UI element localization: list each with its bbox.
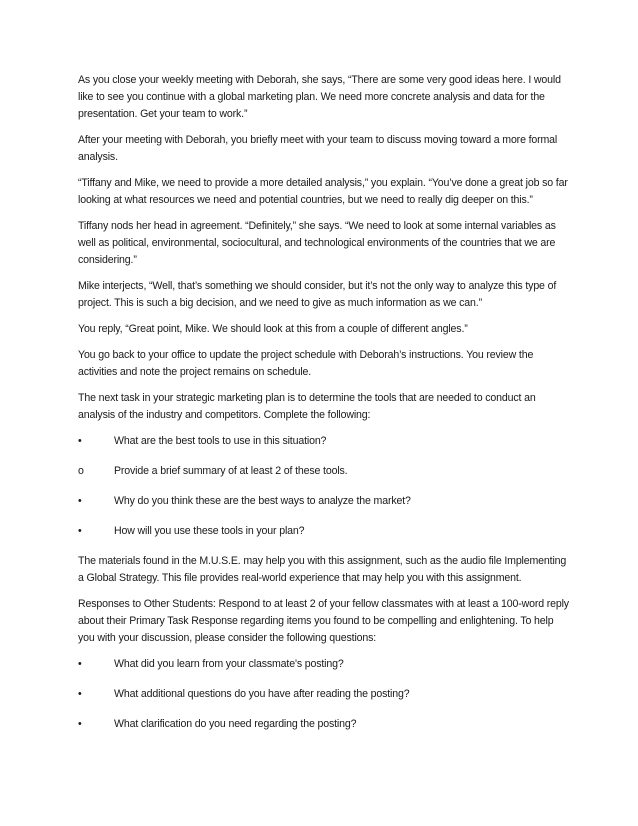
bullet-mark: • bbox=[78, 718, 82, 730]
paragraph-deborah-meeting: As you close your weekly meeting with Deborah, she says, “There are some very good ideas here. I would like to see you continue with a global marketing plan. We need more concrete analysis and data for the presentation. Get your team to work.” bbox=[78, 74, 561, 120]
bullet-text: What are the best tools to use in this situation? bbox=[114, 435, 327, 447]
bullet-text: What clarification do you need regarding the posting? bbox=[114, 718, 357, 730]
list-item bbox=[78, 463, 572, 480]
bullet-mark: • bbox=[78, 688, 82, 700]
paragraph-responses: Responses to Other Students: Respond to at least 2 of your fellow classmates with at least a 100-word reply about their Primary Task Response regarding items you found to be compelling and enlightening. To help you with your discussion, please consider the following questions: bbox=[78, 598, 569, 644]
bullet-text: Why do you think these are the best ways to analyze the market? bbox=[114, 495, 411, 507]
list-item bbox=[78, 716, 572, 733]
paragraph-mike-interjects: Mike interjects, “Well, that’s something we should consider, but it’s not the only way to analyze this type of project. This is such a big decision, and we need to give as much information as we can.” bbox=[78, 280, 557, 309]
bullet-text: What additional questions do you have after reading the posting? bbox=[114, 688, 410, 700]
bullet-mark: • bbox=[78, 495, 82, 507]
bullet-mark: • bbox=[78, 525, 82, 537]
paragraph-muse-materials: The materials found in the M.U.S.E. may help you with this assignment, such as the audio file Implementing a Global Strategy. This file provides real-world experience that may help you with this assignment. bbox=[78, 555, 567, 584]
bullet-mark: o bbox=[78, 465, 84, 477]
bullet-text: What did you learn from your classmate's posting? bbox=[114, 658, 344, 670]
paragraph-tiffany-mike: “Tiffany and Mike, we need to provide a more detailed analysis,” you explain. “You’ve done a great job so far looking at what resources we need and potential countries, but we need to really dig deeper on this.” bbox=[78, 177, 568, 206]
list-item bbox=[78, 523, 572, 540]
bullet-mark: • bbox=[78, 435, 82, 447]
response-bullet-list bbox=[78, 656, 572, 733]
paragraph-you-reply: You reply, “Great point, Mike. We should look at this from a couple of different angles.” bbox=[78, 323, 468, 335]
document-page bbox=[78, 72, 572, 746]
list-item bbox=[78, 493, 572, 510]
list-item bbox=[78, 656, 572, 673]
paragraph-update-schedule: You go back to your office to update the project schedule with Deborah’s instructions. You review the activities and note the project remains on schedule. bbox=[78, 349, 534, 378]
paragraph-team-meeting: After your meeting with Deborah, you briefly meet with your team to discuss moving toward a more formal analysis. bbox=[78, 134, 558, 163]
list-item bbox=[78, 686, 572, 703]
paragraph-next-task: The next task in your strategic marketing plan is to determine the tools that are needed to conduct an analysis of the industry and competitors. Complete the following: bbox=[78, 392, 536, 421]
bullet-text: How will you use these tools in your plan? bbox=[114, 525, 305, 537]
task-bullet-list bbox=[78, 433, 572, 540]
paragraph-tiffany-agrees: Tiffany nods her head in agreement. “Definitely,” she says. “We need to look at some internal variables as well as political, environmental, sociocultural, and technological environments of the countries that we are considering.” bbox=[78, 220, 556, 266]
bullet-text: Provide a brief summary of at least 2 of these tools. bbox=[114, 465, 348, 477]
bullet-mark: • bbox=[78, 658, 82, 670]
list-item bbox=[78, 433, 572, 450]
